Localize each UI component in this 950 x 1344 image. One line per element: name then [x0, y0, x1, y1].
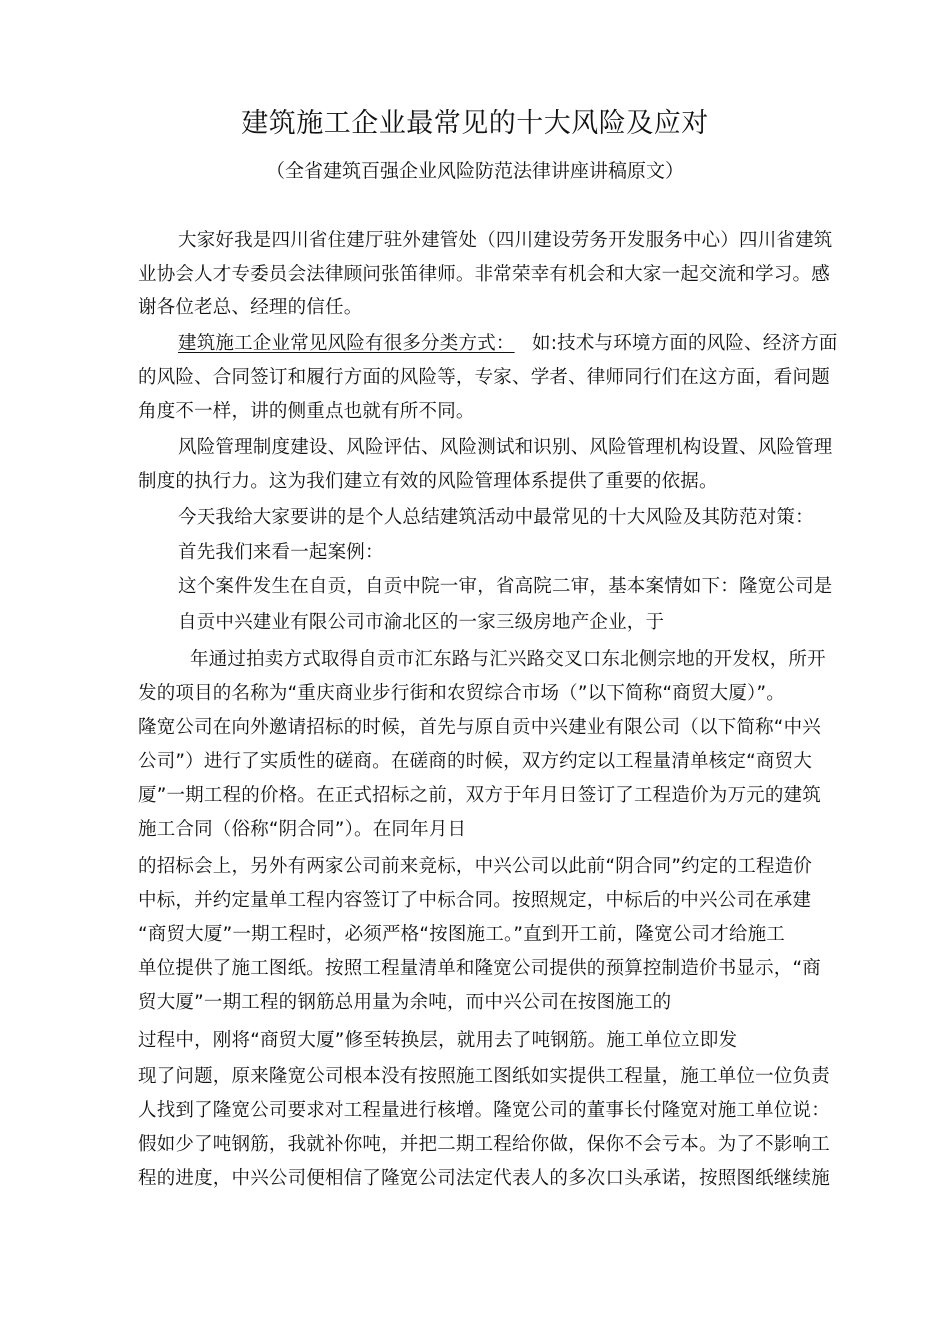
paragraph-line: 如:技术与环境方面的风险、经济方面 — [532, 333, 838, 354]
paragraph-line: 中标，并约定量单工程内容签订了中标合同。按照规定，中标后的中兴公司在承建 — [138, 890, 812, 911]
document-title: 建筑施工企业最常见的十大风险及应对 — [241, 108, 709, 139]
paragraph-line: 制度的执行力。这为我们建立有效的风险管理体系提供了重要的依据。 — [138, 471, 718, 492]
paragraph-line: 的招标会上，另外有两家公司前来竞标，中兴公司以此前“阴合同”约定的工程造价 — [138, 856, 813, 877]
paragraph-line: 贸大厦”一期工程的钢筋总用量为余吨，而中兴公司在按图施工的 — [138, 992, 672, 1013]
paragraph-line: 这个案件发生在自贡，自贡中院一审，省高院二审，基本案情如下：隆宽公司是 — [178, 576, 833, 597]
underlined-heading: 建筑施工企业常见风险有很多分类方式： — [178, 333, 515, 354]
paragraph-line: 首先我们来看一起案例： — [178, 542, 384, 563]
document-subtitle: （全省建筑百强企业风险防范法律讲座讲稿原文） — [265, 160, 684, 182]
paragraph-line: 自贡中兴建业有限公司市渝北区的一家三级房地产企业，于 — [178, 612, 665, 633]
paragraph-line: 过程中，刚将“商贸大厦”修至转换层，就用去了吨钢筋。施工单位立即发 — [138, 1030, 738, 1051]
paragraph-line: 假如少了吨钢筋，我就补你吨，并把二期工程给你做，保你不会亏本。为了不影响工 — [138, 1134, 830, 1155]
paragraph-line: 单位提供了施工图纸。按照工程量清单和隆宽公司提供的预算控制造价书显示，“商 — [138, 958, 821, 979]
paragraph-line: 角度不一样，讲的侧重点也就有所不同。 — [138, 401, 475, 422]
paragraph-line: 人找到了隆宽公司要求对工程量进行核增。隆宽公司的董事长付隆宽对施工单位说： — [138, 1100, 830, 1121]
paragraph-line: 业协会人才专委员会法律顾问张笛律师。非常荣幸有机会和大家一起交流和学习。感 — [138, 264, 830, 285]
paragraph-line: 发的项目的名称为“重庆商业步行街和农贸综合市场（”以下简称“商贸大厦）”。 — [138, 683, 785, 704]
paragraph-line: “商贸大厦”一期工程时，必须严格“按图施工。”直到开工前，隆宽公司才给施工 — [138, 924, 785, 945]
paragraph-line: 谢各位老总、经理的信任。 — [138, 297, 363, 318]
paragraph-line: 施工合同（俗称“阴合同”）。在同年月日 — [138, 819, 467, 840]
paragraph-line: 今天我给大家要讲的是个人总结建筑活动中最常见的十大风险及其防范对策： — [178, 507, 814, 528]
paragraph-line: 风险管理制度建设、风险评估、风险测试和识别、风险管理机构设置、风险管理 — [178, 437, 833, 458]
paragraph-line: 厦”一期工程的价格。在正式招标之前，双方于年月日签订了工程造价为万元的建筑 — [138, 785, 821, 806]
paragraph-line: 公司”）进行了实质性的磋商。在磋商的时候，双方约定以工程量清单核定“商贸大 — [138, 751, 813, 772]
paragraph-line: 现了问题，原来隆宽公司根本没有按照施工图纸如实提供工程量，施工单位一位负责 — [138, 1066, 830, 1087]
paragraph-line: 隆宽公司在向外邀请招标的时候，首先与原自贡中兴建业有限公司（以下简称“中兴 — [138, 717, 821, 738]
paragraph-line: 大家好我是四川省住建厅驻外建管处（四川建设劳务开发服务中心）四川省建筑 — [178, 230, 833, 251]
paragraph-line: 程的进度，中兴公司便相信了隆宽公司法定代表人的多次口头承诺，按照图纸继续施 — [138, 1168, 830, 1189]
paragraph-line: 年通过拍卖方式取得自贡市汇东路与汇兴路交叉口东北侧宗地的开发权，所开 — [190, 649, 826, 670]
paragraph-line: 的风险、合同签订和履行方面的风险等，专家、学者、律师同行们在这方面，看问题 — [138, 367, 830, 388]
